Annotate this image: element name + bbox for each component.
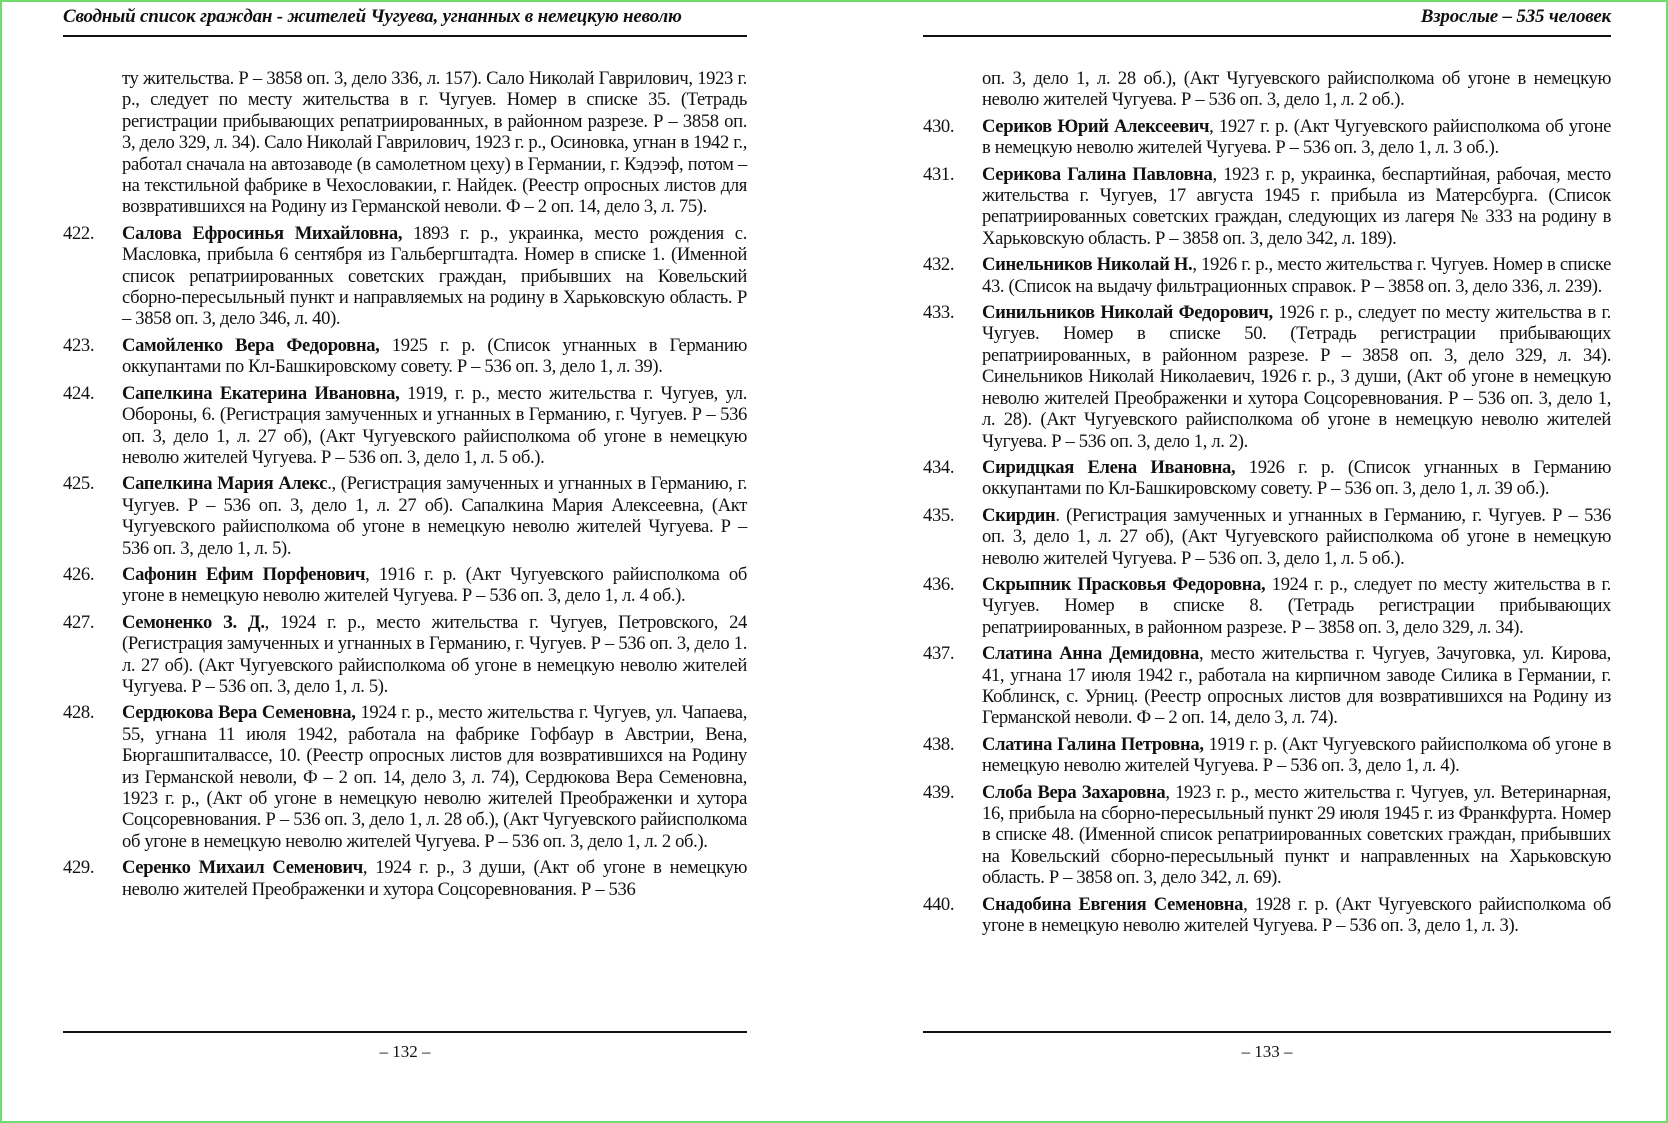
entry-text bbox=[982, 782, 1611, 889]
entry-details: 1926 г. р. (Список угнанных в Германию оккупантами по Кл-Башкировскому совету. Р – 536 оп. 3, дело 1, л. 39 об.). bbox=[982, 456, 1611, 500]
entry-details: , 1923 г. р, украинка, беспартийная, рабочая, место жительства г. Чугуев, 17 августа 1945 г. прибыла из Матерсбурга. (Список репатриированных советских граждан, следующих из лагеря № 333 на родину в Харьковскую область. Р – 3858 оп. 3, дело 342, л. 189). bbox=[982, 163, 1612, 249]
person-name: Серикова Галина Павловна bbox=[982, 163, 1213, 185]
list-entry bbox=[923, 302, 1611, 452]
entry-details: . (Регистрация замученных и угнанных в Германию, г. Чугуев. Р – 536 оп. 3, дело 1, л. 27 об), (Акт Чугуевского райисполкома об угоне в немецкую неволю жителей Чугуева. Р – 536 оп. 3, дело 1, л. 5 об.). bbox=[982, 504, 1611, 569]
entry-details: 1924 г. р., место жительства г. Чугуев, ул. Чапаева, 55, угнана 11 июля 1942, работала на фабрике Гофбаур в Австрии, Вена, Бюргашпиталвассе, 10. (Реестр опросных листов для возвратившихся на Родину из Германской неволи, Ф – 2 оп. 14, дело 3, л. 74), Сердюкова Вера Семеновна, 1923 г. р., (Акт об угоне в немецкую неволю жителей Преображенки и хутора Соцсоревнования. Р – 536 оп. 3, дело 1, л. 28 об.), (Акт Чугуевского райисполкома об угоне в немецкую неволю жителей Чугуева. Р – 536 оп. 3, дело 1, л. 2 об.). bbox=[122, 702, 747, 852]
entry-number: 436. bbox=[923, 573, 955, 595]
entry-number: 423. bbox=[63, 334, 95, 356]
person-name: Синильников Николай Федорович, bbox=[982, 302, 1273, 324]
list-entry bbox=[63, 857, 747, 900]
entry-number: 428. bbox=[63, 702, 95, 724]
entry-number: 440. bbox=[923, 893, 955, 915]
entry-text bbox=[982, 164, 1611, 250]
running-head: Взрослые – 535 человек bbox=[1420, 6, 1611, 27]
list-entry bbox=[923, 254, 1611, 297]
list-entry bbox=[923, 894, 1611, 937]
person-name: Сапелкина Мария Алекс bbox=[122, 473, 328, 495]
entry-number: 422. bbox=[63, 222, 95, 244]
right-page bbox=[923, 2, 1611, 1123]
entry-details: 1919, г. р., место жительства г. Чугуев, ул. Обороны, 6. (Регистрация замученных и угнанных в Германию, г. Чугуев. Р – 536 оп. 3, дело 1, л. 27 об), (Акт Чугуевского райисполкома об угоне в немецкую неволю жителей Чугуева. Р – 536 оп. 3, дело 1, л. 5 об.). bbox=[122, 382, 748, 468]
entry-details: , 1924 г. р., место жительства г. Чугуев, Петровского, 24 (Регистрация замученных и угнанных в Германию, г. Чугуев. Р – 536 оп. 3, дело 1. л. 27 об). (Акт Чугуевского райисполкома об угоне в немецкую неволю жителей Чугуева. Р – 536 оп. 3, дело 1, л. 5). bbox=[122, 611, 747, 697]
list-entry bbox=[63, 564, 747, 607]
list-entry bbox=[63, 223, 747, 330]
entry-details: , 1926 г. р., место жительства г. Чугуев. Номер в списке 43. (Список на выдачу фильтрационных справок. Р – 3858 оп. 3, дело 336, л. 239). bbox=[982, 254, 1611, 297]
entry-number: 433. bbox=[923, 302, 955, 324]
entry-number: 438. bbox=[923, 733, 955, 755]
entry-number: 427. bbox=[63, 611, 95, 633]
entry-text bbox=[122, 702, 747, 852]
entry-text bbox=[122, 335, 747, 378]
list-entry bbox=[923, 457, 1611, 500]
entry-text bbox=[122, 473, 747, 559]
list-entry bbox=[63, 335, 747, 378]
header-rule bbox=[63, 35, 747, 37]
running-head: Сводный список граждан - жителей Чугуева, угнанных в немецкую неволю bbox=[63, 6, 682, 27]
entry-text bbox=[122, 564, 747, 607]
entry-text bbox=[982, 894, 1611, 937]
entry-details: 1919 г. р. (Акт Чугуевского райисполкома об угоне в немецкую неволю жителей Чугуева. Р – 536 оп. 3, дело 1, л. 4). bbox=[982, 733, 1611, 777]
list-entry bbox=[63, 702, 747, 852]
list-entry bbox=[923, 643, 1611, 729]
person-name: Слатина Галина Петровна, bbox=[982, 733, 1204, 755]
list-entry bbox=[923, 505, 1611, 569]
entry-number: 429. bbox=[63, 857, 95, 879]
entry-number: 431. bbox=[923, 163, 955, 185]
entry-text bbox=[982, 302, 1611, 452]
person-name: Сафонин Ефим Порфенович bbox=[122, 563, 366, 585]
entry-text bbox=[122, 383, 747, 469]
person-name: Скрыпник Прасковья Федоровна, bbox=[982, 573, 1266, 595]
person-name: Синельников Николай Н. bbox=[982, 254, 1193, 276]
entry-details: 1924 г. р., следует по месту жительства в г. Чугуев. Номер в списке 8. (Тетрадь регистрации прибывающих репатриированных, в районном разрезе. Р – 3858 оп. 3, дело 329, л. 34). bbox=[982, 573, 1611, 638]
entry-details: , 1924 г. р., 3 души, (Акт об угоне в немецкую неволю жителей Преображенки и хутора Соцсоревнования. Р – 536 bbox=[122, 857, 748, 900]
entry-number: 437. bbox=[923, 643, 955, 665]
entry-number: 434. bbox=[923, 456, 955, 478]
entry-number: 439. bbox=[923, 781, 955, 803]
entry-text bbox=[122, 612, 747, 698]
entry-details: , 1927 г. р. (Акт Чугуевского райисполкома об угоне в немецкую неволю жителей Чугуева. Р – 536 оп. 3, дело 1, л. 3 об.). bbox=[982, 115, 1611, 159]
entry-text bbox=[122, 857, 747, 900]
list-entry bbox=[923, 164, 1611, 250]
header-rule bbox=[923, 35, 1611, 37]
entry-text bbox=[122, 223, 747, 330]
person-name: Слоба Вера Захаровна bbox=[982, 781, 1166, 803]
entry-number: 432. bbox=[923, 254, 955, 276]
list-entry bbox=[923, 782, 1611, 889]
list-entry bbox=[63, 612, 747, 698]
entry-number: 430. bbox=[923, 115, 955, 137]
list-entry bbox=[923, 116, 1611, 159]
page-number: – 133 – bbox=[1241, 1042, 1293, 1061]
person-name: Салова Ефросинья Михайловна, bbox=[122, 222, 403, 244]
footer-rule bbox=[923, 1031, 1611, 1033]
person-name: Семоненко З. Д. bbox=[122, 611, 265, 633]
entry-text bbox=[982, 254, 1611, 297]
person-name: Сердюкова Вера Семеновна, bbox=[122, 702, 356, 724]
page-number: – 132 – bbox=[379, 1042, 431, 1061]
list-entry bbox=[923, 734, 1611, 777]
entry-text bbox=[982, 457, 1611, 500]
entry-details: 1925 г. р. (Список угнанных в Германию оккупантами по Кл-Башкировскому совету. Р – 536 оп. 3, дело 1, л. 39). bbox=[122, 334, 747, 378]
person-name: Снадобина Евгения Семеновна bbox=[982, 893, 1244, 915]
entry-details: , место жительства г. Чугуев, Зачуговка, ул. Кирова, 41, угнана 17 июля 1942 г., работала на кирпичном заводе Силика в Германии, г. Коблинск, с. Урниц. (Реестр опросных листов для возвратившихся на Родину из Германской неволи. Ф – 2 оп. 14, дело 3, л. 74). bbox=[982, 643, 1611, 729]
person-name: Сиридцкая Елена Ивановна, bbox=[982, 456, 1236, 478]
continuation-text: оп. 3, дело 1, л. 28 об.), (Акт Чугуевского райисполкома об угоне в немецкую неволю жителей Чугуева. Р – 536 оп. 3, дело 1, л. 2 об.). bbox=[982, 68, 1611, 111]
entry-text bbox=[982, 574, 1611, 638]
person-name: Сериков Юрий Алексеевич bbox=[982, 115, 1210, 137]
entry-details: , 1928 г. р. (Акт Чугуевского райисполкома об угоне в немецкую неволю жителей Чугуева. Р – 536 оп. 3, дело 1, л. 3). bbox=[982, 893, 1612, 937]
entry-details: , 1916 г. р. (Акт Чугуевского райисполкома об угоне в немецкую неволю жителей Чугуева. Р – 536 оп. 3, дело 1, л. 4 об.). bbox=[122, 563, 747, 607]
page-body bbox=[63, 68, 747, 905]
entry-number: 424. bbox=[63, 382, 95, 404]
entry-details: 1893 г. р., украинка, место рождения с. Масловка, прибыла 6 сентября из Гальбергштадта. Номер в списке 1. (Именной список репатриированных советских граждан, прибывших на Ковельский сборно-пересыльный пункт и направляемых на родину в Харьковскую область. Р – 3858 оп. 3, дело 346, л. 40). bbox=[122, 222, 747, 330]
entry-number: 435. bbox=[923, 504, 955, 526]
entry-text bbox=[982, 116, 1611, 159]
person-name: Серенко Михаил Семенович bbox=[122, 857, 363, 879]
entry-text bbox=[982, 643, 1611, 729]
page-body bbox=[923, 68, 1611, 941]
continuation-text: ту жительства. Р – 3858 оп. 3, дело 336, л. 157). Сало Николай Гаврилович, 1923 г. р., следует по месту жительства в г. Чугуев. Номер в списке 35. (Тетрадь регистрации прибывающих репатриированных, в районном разрезе. Р – 3858 оп. 3, дело 329, л. 34). Сало Николай Гаврилович, 1923 г. р., Осиновка, угнан в 1942 г., работал сначала на автозаводе (в самолетном цеху) в Германии, г. Кэдээф, потом – на текстильной фабрике в Чехословакии, г. Найдек. (Реестр опросных листов для возвратившихся на Родину из Германской неволи. Ф – 2 оп. 14, дело 3, л. 75). bbox=[122, 68, 747, 218]
entry-number: 426. bbox=[63, 563, 95, 585]
entry-details: ., (Регистрация замученных и угнанных в Германию, г. Чугуев. Р – 536 оп. 3, дело 1, л. 27 об). Сапалкина Мария Алексеевна, (Акт Чугуевского райисполкома об угоне в немецкую неволю жителей Чугуева. Р – 536 оп. 3, дело 1, л. 5). bbox=[122, 473, 747, 559]
entry-number: 425. bbox=[63, 473, 95, 495]
entry-details: , 1923 г. р., место жительства г. Чугуев, ул. Ветеринарная, 16, прибыла на сборно-пересыльный пункт 29 июля 1945 г. из Франкфурта. Номер в списке 48. (Именной список репатриированных советских граждан, прибывших на Ковельский сборно-пересыльный пункт и направленных на Харьковскую область. Р – 3858 оп. 3, дело 342, л. 69). bbox=[982, 781, 1611, 889]
list-entry bbox=[63, 473, 747, 559]
entry-details: 1926 г. р., следует по месту жительства в г. Чугуев. Номер в списке 50. (Тетрадь регистрации прибывающих репатриированных, в районном разрезе. Р – 3858 оп. 3, дело 329, л. 34). Синельников Николай Николаевич, 1926 г. р., 3 души, (Акт об угоне в немецкую неволю жителей Преображенки и хутора Соцсоревнования. Р – 536 оп. 3, дело 1, л. 28). (Акт Чугуевского райисполкома об угоне в немецкую неволю жителей Чугуева. Р – 536 оп. 3, дело 1, л. 2). bbox=[982, 302, 1611, 452]
person-name: Слатина Анна Демидовна bbox=[982, 643, 1199, 665]
entry-text bbox=[982, 734, 1611, 777]
person-name: Сапелкина Екатерина Ивановна, bbox=[122, 382, 400, 404]
list-entry bbox=[923, 574, 1611, 638]
entry-text bbox=[982, 505, 1611, 569]
list-entry bbox=[63, 383, 747, 469]
left-page bbox=[63, 2, 747, 1123]
person-name: Самойленко Вера Федоровна, bbox=[122, 334, 380, 356]
footer-rule bbox=[63, 1031, 747, 1033]
person-name: Скирдин bbox=[982, 504, 1056, 526]
